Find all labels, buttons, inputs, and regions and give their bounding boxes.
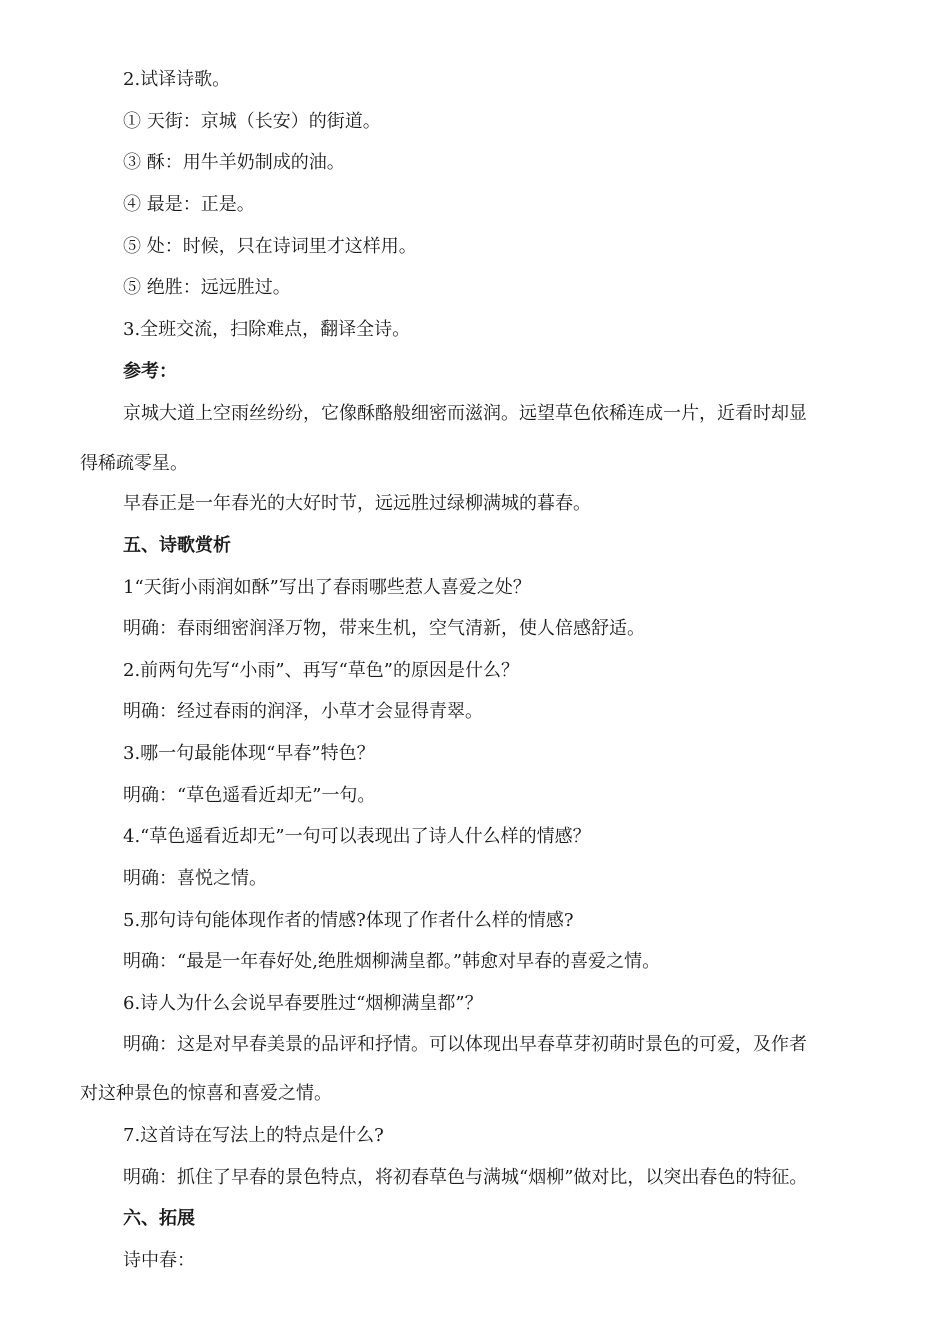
text-line: 2.前两句先写“小雨”、再写“草色”的原因是什么？: [123, 660, 519, 681]
section-heading: 六、拓展: [123, 1208, 195, 1229]
text-line: 明确：喜悦之情。: [123, 868, 267, 889]
text-line: 京城大道上空雨丝纷纷，它像酥酪般细密而滋润。远望草色依稀连成一片，近看时却显: [123, 403, 807, 424]
text-line: 对这种景色的惊喜和喜爱之情。: [80, 1083, 332, 1104]
text-line: 明确：“草色遥看近却无”一句。: [123, 785, 376, 806]
text-line: 3.哪一句最能体现“早春”特色？: [123, 743, 375, 764]
text-line: 3.全班交流，扫除难点，翻译全诗。: [123, 319, 411, 340]
text-line: 明确：经过春雨的润泽，小草才会显得青翠。: [123, 701, 483, 722]
text-line: 4.“草色遥看近却无”一句可以表现出了诗人什么样的情感？: [123, 826, 591, 847]
text-line: 诗中春：: [123, 1250, 195, 1271]
text-line: 明确：“最是一年春好处,绝胜烟柳满皇都。”韩愈对早春的喜爱之情。: [123, 951, 661, 972]
text-line: ④ 最是：正是。: [123, 194, 255, 215]
text-line: 明确：春雨细密润泽万物，带来生机，空气清新，使人倍感舒适。: [123, 618, 645, 639]
section-label: 参考：: [123, 361, 177, 382]
text-line: 7.这首诗在写法上的特点是什么?: [123, 1125, 384, 1146]
text-line: 2.试译诗歌。: [123, 69, 231, 90]
text-line: ⑤ 处：时候，只在诗词里才这样用。: [123, 236, 417, 257]
text-line: ③ 酥：用牛羊奶制成的油。: [123, 152, 345, 173]
text-line: 1“天街小雨润如酥”写出了春雨哪些惹人喜爱之处？: [123, 577, 531, 598]
text-line: 明确：这是对早春美景的品评和抒情。可以体现出早春草芽初萌时景色的可爱，及作者: [123, 1034, 807, 1055]
text-line: ① 天街：京城（长安）的街道。: [123, 111, 381, 132]
text-line: 5.那句诗句能体现作者的情感?体现了作者什么样的情感?: [123, 910, 574, 931]
text-line: 明确：抓住了早春的景色特点，将初春草色与满城“烟柳”做对比，以突出春色的特征。: [123, 1167, 808, 1188]
text-line: ⑤ 绝胜：远远胜过。: [123, 277, 291, 298]
text-line: 得稀疏零星。: [80, 453, 188, 474]
text-line: 早春正是一年春光的大好时节，远远胜过绿柳满城的暮春。: [123, 493, 591, 514]
text-line: 6.诗人为什么会说早春要胜过“烟柳满皇都”？: [123, 993, 483, 1014]
section-heading: 五、诗歌赏析: [123, 535, 231, 556]
